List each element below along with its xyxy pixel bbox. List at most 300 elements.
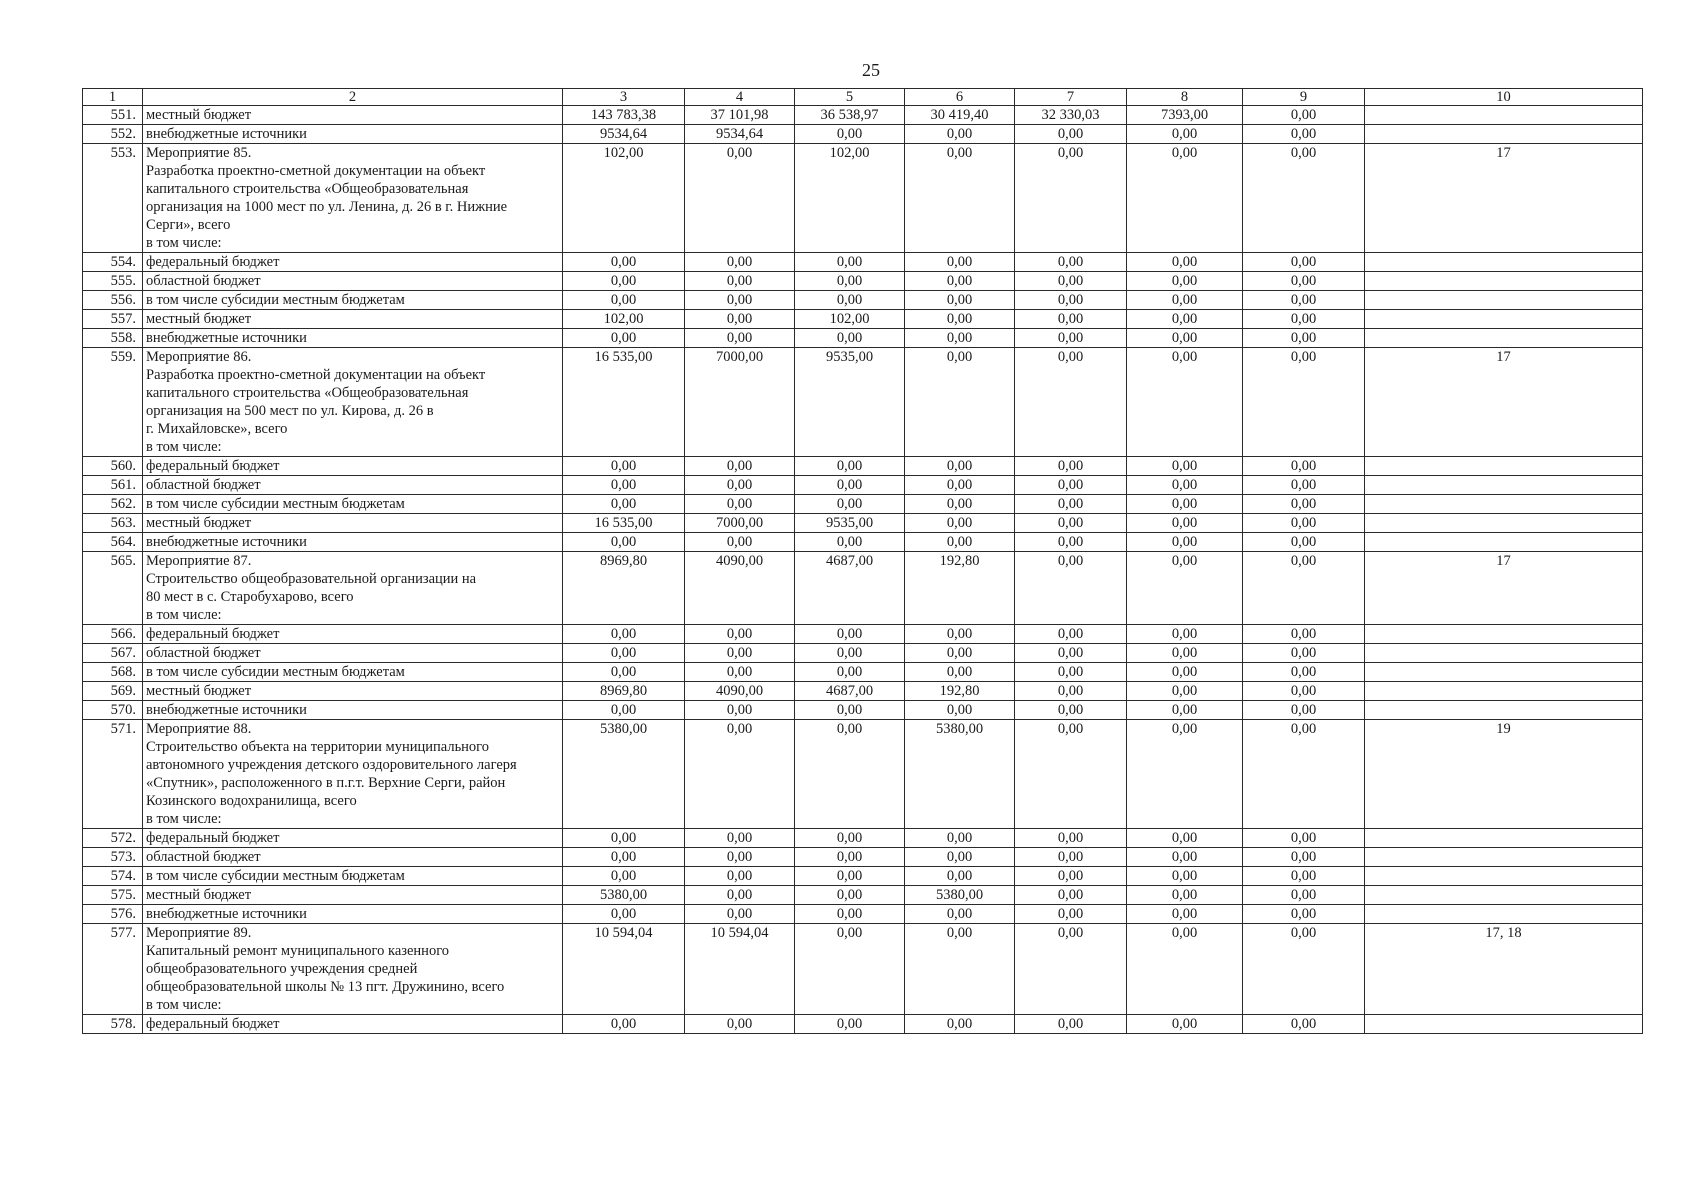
value-col-7: 0,00: [1015, 867, 1127, 886]
value-col-5: 0,00: [795, 663, 905, 682]
value-col-8: 0,00: [1127, 905, 1243, 924]
value-col-8: 0,00: [1127, 829, 1243, 848]
column-header-1: 1: [83, 89, 143, 106]
value-col-9: 0,00: [1243, 701, 1365, 720]
value-col-3: 0,00: [563, 867, 685, 886]
description-line: в том числе:: [146, 439, 222, 455]
value-col-5: 0,00: [795, 533, 905, 552]
value-col-3: 143 783,38: [563, 106, 685, 125]
header-row: [83, 89, 1643, 106]
value-col-4: 10 594,04: [685, 924, 795, 1015]
value-col-7: 0,00: [1015, 310, 1127, 329]
column-header-8: 8: [1127, 89, 1243, 106]
value-col-3: 102,00: [563, 310, 685, 329]
row-number: 551.: [83, 106, 143, 125]
target-reference: [1365, 476, 1643, 495]
table-row: [83, 663, 1643, 682]
value-col-4: 7000,00: [685, 514, 795, 533]
value-col-5: 0,00: [795, 886, 905, 905]
table-row: [83, 125, 1643, 144]
value-col-9: 0,00: [1243, 905, 1365, 924]
value-col-4: 0,00: [685, 644, 795, 663]
value-col-8: 0,00: [1127, 514, 1243, 533]
value-col-7: 0,00: [1015, 663, 1127, 682]
target-reference: [1365, 533, 1643, 552]
value-col-8: 0,00: [1127, 272, 1243, 291]
description-line: Мероприятие 89.: [146, 925, 252, 941]
column-header-7: 7: [1015, 89, 1127, 106]
value-col-5: 0,00: [795, 905, 905, 924]
table-row: [83, 310, 1643, 329]
value-col-8: 0,00: [1127, 125, 1243, 144]
target-reference: 17, 18: [1365, 924, 1643, 1015]
row-number: 565.: [83, 552, 143, 625]
value-col-9: 0,00: [1243, 310, 1365, 329]
description-line: Строительство общеобразовательной организации на: [146, 571, 477, 587]
row-description: [143, 144, 563, 253]
value-col-3: 10 594,04: [563, 924, 685, 1015]
value-col-6: 0,00: [905, 348, 1015, 457]
value-col-7: 0,00: [1015, 552, 1127, 625]
row-description: [143, 348, 563, 457]
row-number: 553.: [83, 144, 143, 253]
table-row: [83, 514, 1643, 533]
description-line: Мероприятие 88.: [146, 721, 252, 737]
table-row: [83, 272, 1643, 291]
table-row: [83, 720, 1643, 829]
value-col-7: 0,00: [1015, 144, 1127, 253]
value-col-6: 0,00: [905, 867, 1015, 886]
table-row: [83, 905, 1643, 924]
value-col-3: 5380,00: [563, 720, 685, 829]
value-col-6: 0,00: [905, 533, 1015, 552]
row-number: 558.: [83, 329, 143, 348]
value-col-4: 0,00: [685, 867, 795, 886]
value-col-8: 0,00: [1127, 310, 1243, 329]
value-col-7: 0,00: [1015, 644, 1127, 663]
value-col-9: 0,00: [1243, 106, 1365, 125]
target-reference: [1365, 253, 1643, 272]
value-col-6: 0,00: [905, 1015, 1015, 1034]
row-number: 555.: [83, 272, 143, 291]
value-col-5: 102,00: [795, 144, 905, 253]
value-col-9: 0,00: [1243, 253, 1365, 272]
value-col-6: 0,00: [905, 848, 1015, 867]
table-row: [83, 701, 1643, 720]
description-line: капитального строительства «Общеобразовательная: [146, 385, 469, 401]
description-line: Разработка проектно-сметной документации на объект: [146, 163, 486, 179]
value-col-7: 0,00: [1015, 125, 1127, 144]
value-col-4: 0,00: [685, 829, 795, 848]
description-line: «Спутник», расположенного в п.г.т. Верхние Серги, район: [146, 775, 506, 791]
value-col-7: 0,00: [1015, 905, 1127, 924]
row-description: [143, 272, 563, 291]
value-col-7: 0,00: [1015, 829, 1127, 848]
row-number: 560.: [83, 457, 143, 476]
value-col-4: 0,00: [685, 720, 795, 829]
row-description: [143, 125, 563, 144]
value-col-7: 0,00: [1015, 253, 1127, 272]
description-line: Капитальный ремонт муниципального казенного: [146, 943, 450, 959]
target-reference: [1365, 125, 1643, 144]
description-line: автономного учреждения детского оздоровительного лагеря: [146, 757, 517, 773]
value-col-8: 0,00: [1127, 476, 1243, 495]
value-col-5: 0,00: [795, 924, 905, 1015]
value-col-9: 0,00: [1243, 1015, 1365, 1034]
value-col-4: 0,00: [685, 144, 795, 253]
column-header-9: 9: [1243, 89, 1365, 106]
description-line: федеральный бюджет: [146, 254, 280, 270]
value-col-4: 0,00: [685, 701, 795, 720]
row-number: 574.: [83, 867, 143, 886]
value-col-9: 0,00: [1243, 867, 1365, 886]
row-number: 578.: [83, 1015, 143, 1034]
value-col-3: 102,00: [563, 144, 685, 253]
value-col-8: 7393,00: [1127, 106, 1243, 125]
value-col-7: 0,00: [1015, 457, 1127, 476]
value-col-4: 0,00: [685, 253, 795, 272]
description-line: Козинского водохранилища, всего: [146, 793, 357, 809]
target-reference: [1365, 848, 1643, 867]
value-col-3: 0,00: [563, 701, 685, 720]
description-line: в том числе субсидии местным бюджетам: [146, 664, 405, 680]
value-col-6: 30 419,40: [905, 106, 1015, 125]
value-col-8: 0,00: [1127, 720, 1243, 829]
row-number: 561.: [83, 476, 143, 495]
value-col-3: 0,00: [563, 829, 685, 848]
value-col-7: 0,00: [1015, 924, 1127, 1015]
value-col-6: 192,80: [905, 552, 1015, 625]
description-line: областной бюджет: [146, 645, 261, 661]
target-reference: [1365, 625, 1643, 644]
description-line: федеральный бюджет: [146, 626, 280, 642]
value-col-8: 0,00: [1127, 924, 1243, 1015]
value-col-7: 0,00: [1015, 886, 1127, 905]
row-description: [143, 253, 563, 272]
table-row: [83, 476, 1643, 495]
value-col-5: 0,00: [795, 253, 905, 272]
row-description: [143, 829, 563, 848]
value-col-5: 0,00: [795, 625, 905, 644]
description-line: организация на 500 мест по ул. Кирова, д. 26 в: [146, 403, 434, 419]
description-line: федеральный бюджет: [146, 1016, 280, 1032]
column-header-2: 2: [143, 89, 563, 106]
value-col-8: 0,00: [1127, 1015, 1243, 1034]
value-col-5: 4687,00: [795, 552, 905, 625]
row-number: 572.: [83, 829, 143, 848]
target-reference: 17: [1365, 144, 1643, 253]
value-col-4: 0,00: [685, 457, 795, 476]
description-line: Мероприятие 86.: [146, 349, 252, 365]
value-col-3: 0,00: [563, 663, 685, 682]
table-row: [83, 682, 1643, 701]
value-col-4: 0,00: [685, 291, 795, 310]
value-col-9: 0,00: [1243, 291, 1365, 310]
column-header-6: 6: [905, 89, 1015, 106]
table-row: [83, 829, 1643, 848]
row-number: 564.: [83, 533, 143, 552]
value-col-3: 5380,00: [563, 886, 685, 905]
value-col-5: 9535,00: [795, 348, 905, 457]
value-col-7: 0,00: [1015, 272, 1127, 291]
value-col-8: 0,00: [1127, 625, 1243, 644]
value-col-8: 0,00: [1127, 291, 1243, 310]
description-line: Мероприятие 87.: [146, 553, 252, 569]
value-col-9: 0,00: [1243, 886, 1365, 905]
value-col-7: 32 330,03: [1015, 106, 1127, 125]
table-row: [83, 291, 1643, 310]
table-row: [83, 457, 1643, 476]
value-col-6: 192,80: [905, 682, 1015, 701]
table-row: [83, 348, 1643, 457]
row-description: [143, 720, 563, 829]
value-col-9: 0,00: [1243, 144, 1365, 253]
row-number: 567.: [83, 644, 143, 663]
value-col-9: 0,00: [1243, 644, 1365, 663]
value-col-9: 0,00: [1243, 625, 1365, 644]
value-col-5: 0,00: [795, 848, 905, 867]
description-line: внебюджетные источники: [146, 534, 307, 550]
value-col-4: 4090,00: [685, 552, 795, 625]
value-col-9: 0,00: [1243, 348, 1365, 457]
value-col-3: 16 535,00: [563, 348, 685, 457]
value-col-8: 0,00: [1127, 552, 1243, 625]
target-reference: [1365, 495, 1643, 514]
value-col-3: 0,00: [563, 848, 685, 867]
value-col-5: 0,00: [795, 720, 905, 829]
row-number: 562.: [83, 495, 143, 514]
target-reference: [1365, 829, 1643, 848]
value-col-7: 0,00: [1015, 701, 1127, 720]
row-number: 573.: [83, 848, 143, 867]
target-reference: 17: [1365, 348, 1643, 457]
row-description: [143, 552, 563, 625]
description-line: областной бюджет: [146, 477, 261, 493]
target-reference: [1365, 1015, 1643, 1034]
value-col-5: 0,00: [795, 701, 905, 720]
value-col-5: 0,00: [795, 476, 905, 495]
target-reference: [1365, 106, 1643, 125]
row-description: [143, 848, 563, 867]
row-description: [143, 514, 563, 533]
target-reference: [1365, 663, 1643, 682]
value-col-6: 0,00: [905, 495, 1015, 514]
value-col-6: 0,00: [905, 701, 1015, 720]
value-col-3: 0,00: [563, 253, 685, 272]
table-row: [83, 867, 1643, 886]
value-col-6: 0,00: [905, 625, 1015, 644]
table-row: [83, 329, 1643, 348]
description-line: организация на 1000 мест по ул. Ленина, д. 26 в г. Нижние: [146, 199, 508, 215]
value-col-4: 0,00: [685, 329, 795, 348]
value-col-4: 7000,00: [685, 348, 795, 457]
description-line: местный бюджет: [146, 887, 252, 903]
value-col-4: 0,00: [685, 848, 795, 867]
value-col-9: 0,00: [1243, 924, 1365, 1015]
value-col-7: 0,00: [1015, 495, 1127, 514]
value-col-9: 0,00: [1243, 272, 1365, 291]
value-col-8: 0,00: [1127, 253, 1243, 272]
description-line: общеобразовательного учреждения средней: [146, 961, 418, 977]
value-col-4: 0,00: [685, 1015, 795, 1034]
description-line: капитального строительства «Общеобразовательная: [146, 181, 469, 197]
description-line: в том числе:: [146, 607, 222, 623]
value-col-6: 0,00: [905, 125, 1015, 144]
description-line: в том числе:: [146, 997, 222, 1013]
table-row: [83, 886, 1643, 905]
value-col-8: 0,00: [1127, 682, 1243, 701]
description-line: 80 мест в с. Старобухарово, всего: [146, 589, 354, 605]
value-col-7: 0,00: [1015, 533, 1127, 552]
table-row: [83, 625, 1643, 644]
description-line: местный бюджет: [146, 311, 252, 327]
target-reference: [1365, 644, 1643, 663]
value-col-8: 0,00: [1127, 644, 1243, 663]
value-col-7: 0,00: [1015, 291, 1127, 310]
row-number: 557.: [83, 310, 143, 329]
row-description: [143, 476, 563, 495]
value-col-3: 9534,64: [563, 125, 685, 144]
value-col-6: 0,00: [905, 457, 1015, 476]
value-col-5: 9535,00: [795, 514, 905, 533]
target-reference: 17: [1365, 552, 1643, 625]
value-col-4: 0,00: [685, 905, 795, 924]
value-col-8: 0,00: [1127, 701, 1243, 720]
row-number: 577.: [83, 924, 143, 1015]
value-col-6: 0,00: [905, 310, 1015, 329]
description-line: местный бюджет: [146, 515, 252, 531]
description-line: общеобразовательной школы № 13 пгт. Дружинино, всего: [146, 979, 505, 995]
table-row: [83, 106, 1643, 125]
value-col-8: 0,00: [1127, 533, 1243, 552]
row-number: 556.: [83, 291, 143, 310]
value-col-9: 0,00: [1243, 329, 1365, 348]
value-col-3: 0,00: [563, 329, 685, 348]
row-number: 568.: [83, 663, 143, 682]
value-col-7: 0,00: [1015, 720, 1127, 829]
row-number: 569.: [83, 682, 143, 701]
row-description: [143, 291, 563, 310]
description-line: в том числе субсидии местным бюджетам: [146, 292, 405, 308]
value-col-4: 0,00: [685, 272, 795, 291]
row-description: [143, 886, 563, 905]
target-reference: [1365, 701, 1643, 720]
column-header-4: 4: [685, 89, 795, 106]
value-col-8: 0,00: [1127, 886, 1243, 905]
value-col-6: 0,00: [905, 329, 1015, 348]
value-col-4: 9534,64: [685, 125, 795, 144]
value-col-6: 0,00: [905, 644, 1015, 663]
row-number: 571.: [83, 720, 143, 829]
value-col-7: 0,00: [1015, 1015, 1127, 1034]
value-col-4: 0,00: [685, 663, 795, 682]
value-col-5: 0,00: [795, 1015, 905, 1034]
value-col-4: 0,00: [685, 310, 795, 329]
value-col-6: 5380,00: [905, 886, 1015, 905]
value-col-9: 0,00: [1243, 682, 1365, 701]
row-number: 552.: [83, 125, 143, 144]
column-header-5: 5: [795, 89, 905, 106]
row-description: [143, 663, 563, 682]
page-number: 25: [862, 60, 880, 80]
value-col-9: 0,00: [1243, 457, 1365, 476]
value-col-9: 0,00: [1243, 720, 1365, 829]
table-body: [83, 106, 1643, 1034]
value-col-6: 0,00: [905, 514, 1015, 533]
row-description: [143, 310, 563, 329]
table-row: [83, 144, 1643, 253]
row-number: 576.: [83, 905, 143, 924]
value-col-6: 0,00: [905, 905, 1015, 924]
row-description: [143, 924, 563, 1015]
target-reference: [1365, 329, 1643, 348]
row-description: [143, 533, 563, 552]
value-col-8: 0,00: [1127, 144, 1243, 253]
target-reference: [1365, 682, 1643, 701]
value-col-3: 0,00: [563, 905, 685, 924]
table-row: [83, 644, 1643, 663]
value-col-6: 0,00: [905, 253, 1015, 272]
row-description: [143, 106, 563, 125]
value-col-3: 0,00: [563, 533, 685, 552]
value-col-8: 0,00: [1127, 848, 1243, 867]
value-col-8: 0,00: [1127, 495, 1243, 514]
row-description: [143, 905, 563, 924]
row-description: [143, 867, 563, 886]
value-col-3: 16 535,00: [563, 514, 685, 533]
value-col-6: 0,00: [905, 144, 1015, 253]
value-col-4: 37 101,98: [685, 106, 795, 125]
value-col-9: 0,00: [1243, 125, 1365, 144]
target-reference: [1365, 457, 1643, 476]
row-number: 575.: [83, 886, 143, 905]
value-col-4: 0,00: [685, 495, 795, 514]
target-reference: 19: [1365, 720, 1643, 829]
row-description: [143, 495, 563, 514]
row-description: [143, 1015, 563, 1034]
value-col-6: 0,00: [905, 476, 1015, 495]
value-col-6: 5380,00: [905, 720, 1015, 829]
description-line: в том числе:: [146, 235, 222, 251]
target-reference: [1365, 886, 1643, 905]
value-col-5: 0,00: [795, 829, 905, 848]
value-col-5: 102,00: [795, 310, 905, 329]
value-col-4: 0,00: [685, 476, 795, 495]
row-description: [143, 644, 563, 663]
value-col-8: 0,00: [1127, 348, 1243, 457]
value-col-7: 0,00: [1015, 348, 1127, 457]
value-col-5: 0,00: [795, 495, 905, 514]
row-description: [143, 701, 563, 720]
description-line: федеральный бюджет: [146, 830, 280, 846]
value-col-6: 0,00: [905, 924, 1015, 1015]
value-col-7: 0,00: [1015, 848, 1127, 867]
description-line: Разработка проектно-сметной документации на объект: [146, 367, 486, 383]
value-col-7: 0,00: [1015, 682, 1127, 701]
value-col-5: 0,00: [795, 457, 905, 476]
value-col-5: 0,00: [795, 329, 905, 348]
value-col-9: 0,00: [1243, 663, 1365, 682]
row-description: [143, 457, 563, 476]
description-line: в том числе субсидии местным бюджетам: [146, 868, 405, 884]
row-number: 566.: [83, 625, 143, 644]
table-row: [83, 848, 1643, 867]
description-line: Мероприятие 85.: [146, 145, 252, 161]
value-col-8: 0,00: [1127, 457, 1243, 476]
value-col-8: 0,00: [1127, 329, 1243, 348]
row-number: 554.: [83, 253, 143, 272]
description-line: местный бюджет: [146, 683, 252, 699]
